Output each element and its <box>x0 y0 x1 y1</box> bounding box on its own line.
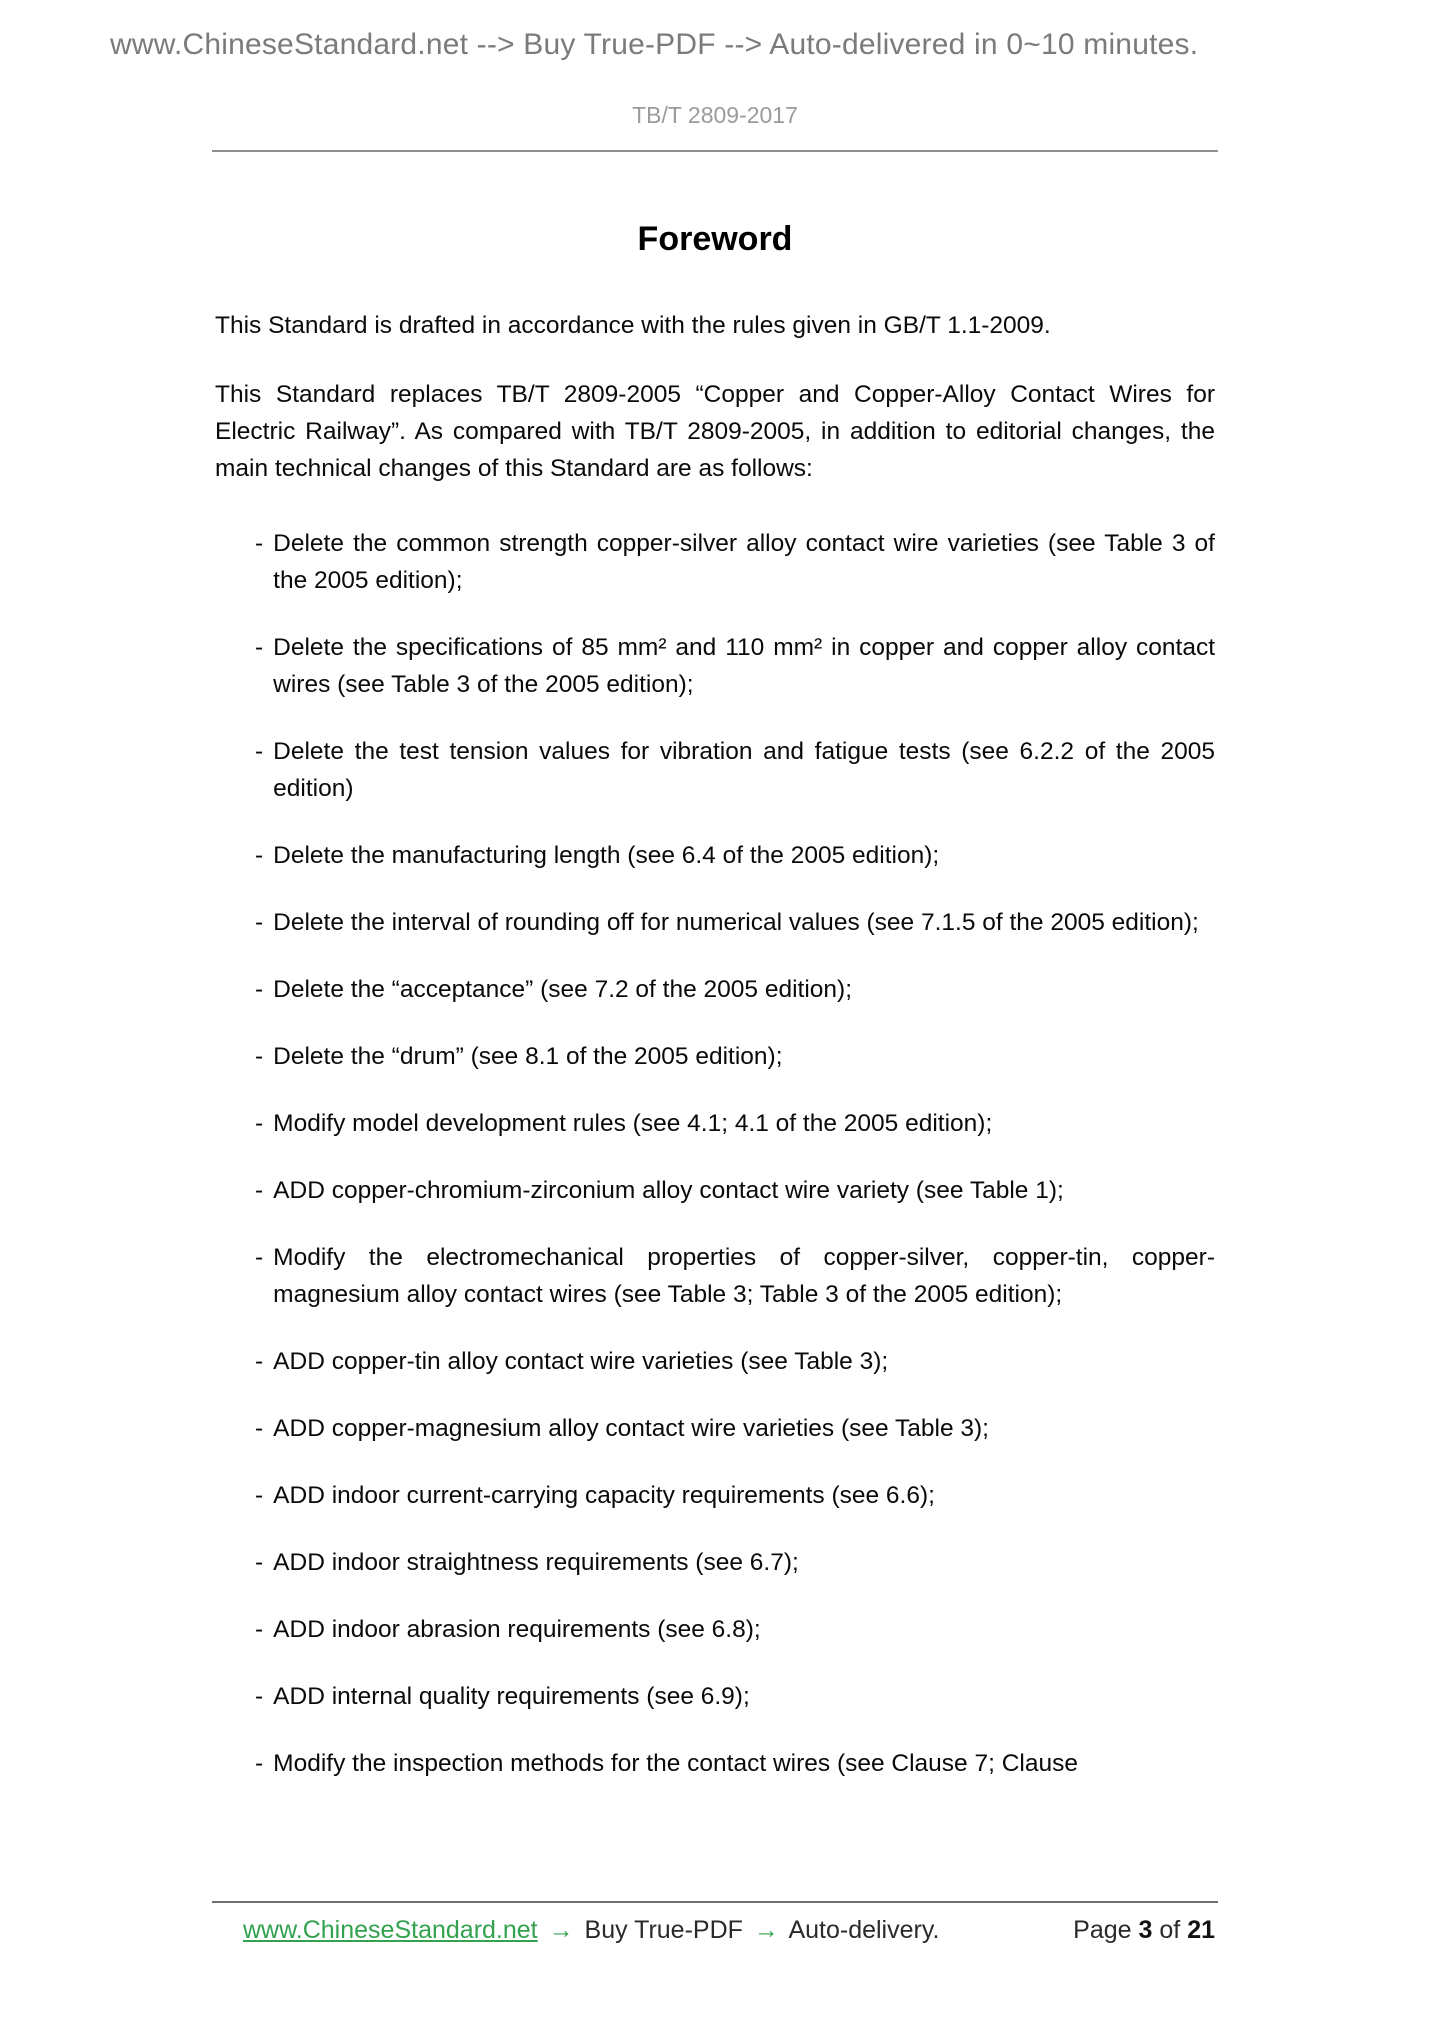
bullet-text: ADD indoor current-carrying capacity requirements (see 6.6); <box>273 1482 935 1509</box>
bullet-dash: - <box>255 1616 264 1643</box>
bullet-dash: - <box>255 976 264 1003</box>
bullet-text: Delete the “drum” (see 8.1 of the 2005 edition); <box>273 1043 783 1070</box>
list-item <box>255 904 1215 941</box>
list-item <box>255 1343 1215 1380</box>
bullet-text: Modify the electromechanical properties of copper-silver, copper-tin, copper-magnesium alloy contact wires (see Table 3; Table 3 of the 2005 edition); <box>273 1244 1215 1308</box>
paragraph-intro: This Standard is drafted in accordance with the rules given in GB/T 1.1-2009. <box>215 312 1051 339</box>
bullet-text: Delete the common strength copper-silver alloy contact wire varieties (see Table 3 of the 2005 edition); <box>273 530 1215 594</box>
page-title: Foreword <box>637 220 793 258</box>
list-item <box>255 1544 1215 1581</box>
changes-bullet-list <box>215 525 1215 1782</box>
list-item <box>255 525 1215 599</box>
list-item <box>255 1678 1215 1715</box>
footer-site-link[interactable]: www.ChineseStandard.net <box>243 1916 538 1944</box>
bullet-text: Modify model development rules (see 4.1; 4.1 of the 2005 edition); <box>273 1110 993 1137</box>
bullet-text: ADD internal quality requirements (see 6.9); <box>273 1683 750 1710</box>
bullet-dash: - <box>255 1244 264 1271</box>
list-item <box>255 1172 1215 1209</box>
list-item <box>255 1611 1215 1648</box>
doc-code-header: TB/T 2809-2017 <box>632 102 798 128</box>
bullet-dash: - <box>255 1110 264 1137</box>
bullet-text: ADD copper-tin alloy contact wire varieties (see Table 3); <box>273 1348 889 1375</box>
bullet-dash: - <box>255 1482 264 1509</box>
list-item <box>255 1410 1215 1447</box>
arrow-right-icon: → <box>548 1916 574 1944</box>
list-item <box>255 1745 1215 1782</box>
list-item <box>255 1477 1215 1514</box>
bullet-dash: - <box>255 738 264 765</box>
header-divider <box>212 150 1218 152</box>
bullet-text: ADD indoor abrasion requirements (see 6.8); <box>273 1616 761 1643</box>
list-item <box>255 733 1215 807</box>
list-item <box>255 629 1215 703</box>
bullet-dash: - <box>255 842 264 869</box>
bullet-text: ADD copper-chromium-zirconium alloy contact wire variety (see Table 1); <box>273 1177 1064 1204</box>
page-label: Page <box>1073 1916 1132 1944</box>
list-item <box>255 1038 1215 1075</box>
list-item <box>255 1239 1215 1313</box>
bullet-dash: - <box>255 1043 264 1070</box>
bullet-dash: - <box>255 1549 264 1576</box>
bullet-text: Delete the manufacturing length (see 6.4 of the 2005 edition); <box>273 842 940 869</box>
bullet-text: Delete the specifications of 85 mm² and 110 mm² in copper and copper alloy contact wires (see Table 3 of the 2005 edition); <box>273 634 1215 698</box>
of-label: of <box>1159 1916 1181 1944</box>
bullet-dash: - <box>255 1683 264 1710</box>
bullet-dash: - <box>255 530 264 557</box>
bullet-text: ADD indoor straightness requirements (see 6.7); <box>273 1549 799 1576</box>
bullet-dash: - <box>255 1415 264 1442</box>
list-item <box>255 1105 1215 1142</box>
bullet-text: Delete the test tension values for vibration and fatigue tests (see 6.2.2 of the 2005 edition) <box>273 738 1215 802</box>
bullet-text: Modify the inspection methods for the contact wires (see Clause 7; Clause <box>273 1750 1078 1777</box>
bullet-text: Delete the “acceptance” (see 7.2 of the 2005 edition); <box>273 976 853 1003</box>
page-number: 3 <box>1138 1916 1153 1944</box>
bullet-dash: - <box>255 1177 264 1204</box>
page-indicator <box>1073 1916 1215 1945</box>
document-content <box>215 168 1215 1812</box>
footer-delivery-text: Auto-delivery. <box>788 1916 940 1944</box>
arrow-right-icon: → <box>753 1916 779 1944</box>
footer-left <box>215 1916 939 1945</box>
footer-buy-text: Buy True-PDF <box>584 1916 743 1944</box>
bullet-dash: - <box>255 1348 264 1375</box>
total-pages: 21 <box>1187 1916 1215 1944</box>
bullet-text: ADD copper-magnesium alloy contact wire varieties (see Table 3); <box>273 1415 989 1442</box>
page-footer <box>215 1916 1215 1945</box>
list-item <box>255 971 1215 1008</box>
bullet-dash: - <box>255 909 264 936</box>
paragraph-replaces: This Standard replaces TB/T 2809-2005 “Copper and Copper-Alloy Contact Wires for Electric Railway”. As compared with TB/T 2809-2005, in addition to editorial changes, the main technical changes of this Standard are as follows: <box>215 381 1215 482</box>
bullet-dash: - <box>255 1750 264 1777</box>
bullet-text: Delete the interval of rounding off for numerical values (see 7.1.5 of the 2005 edition); <box>273 909 1199 936</box>
footer-divider <box>212 1901 1218 1903</box>
bullet-dash: - <box>255 634 264 661</box>
top-banner: www.ChineseStandard.net --> Buy True-PDF --> Auto-delivered in 0~10 minutes. <box>110 28 1199 61</box>
list-item <box>255 837 1215 874</box>
